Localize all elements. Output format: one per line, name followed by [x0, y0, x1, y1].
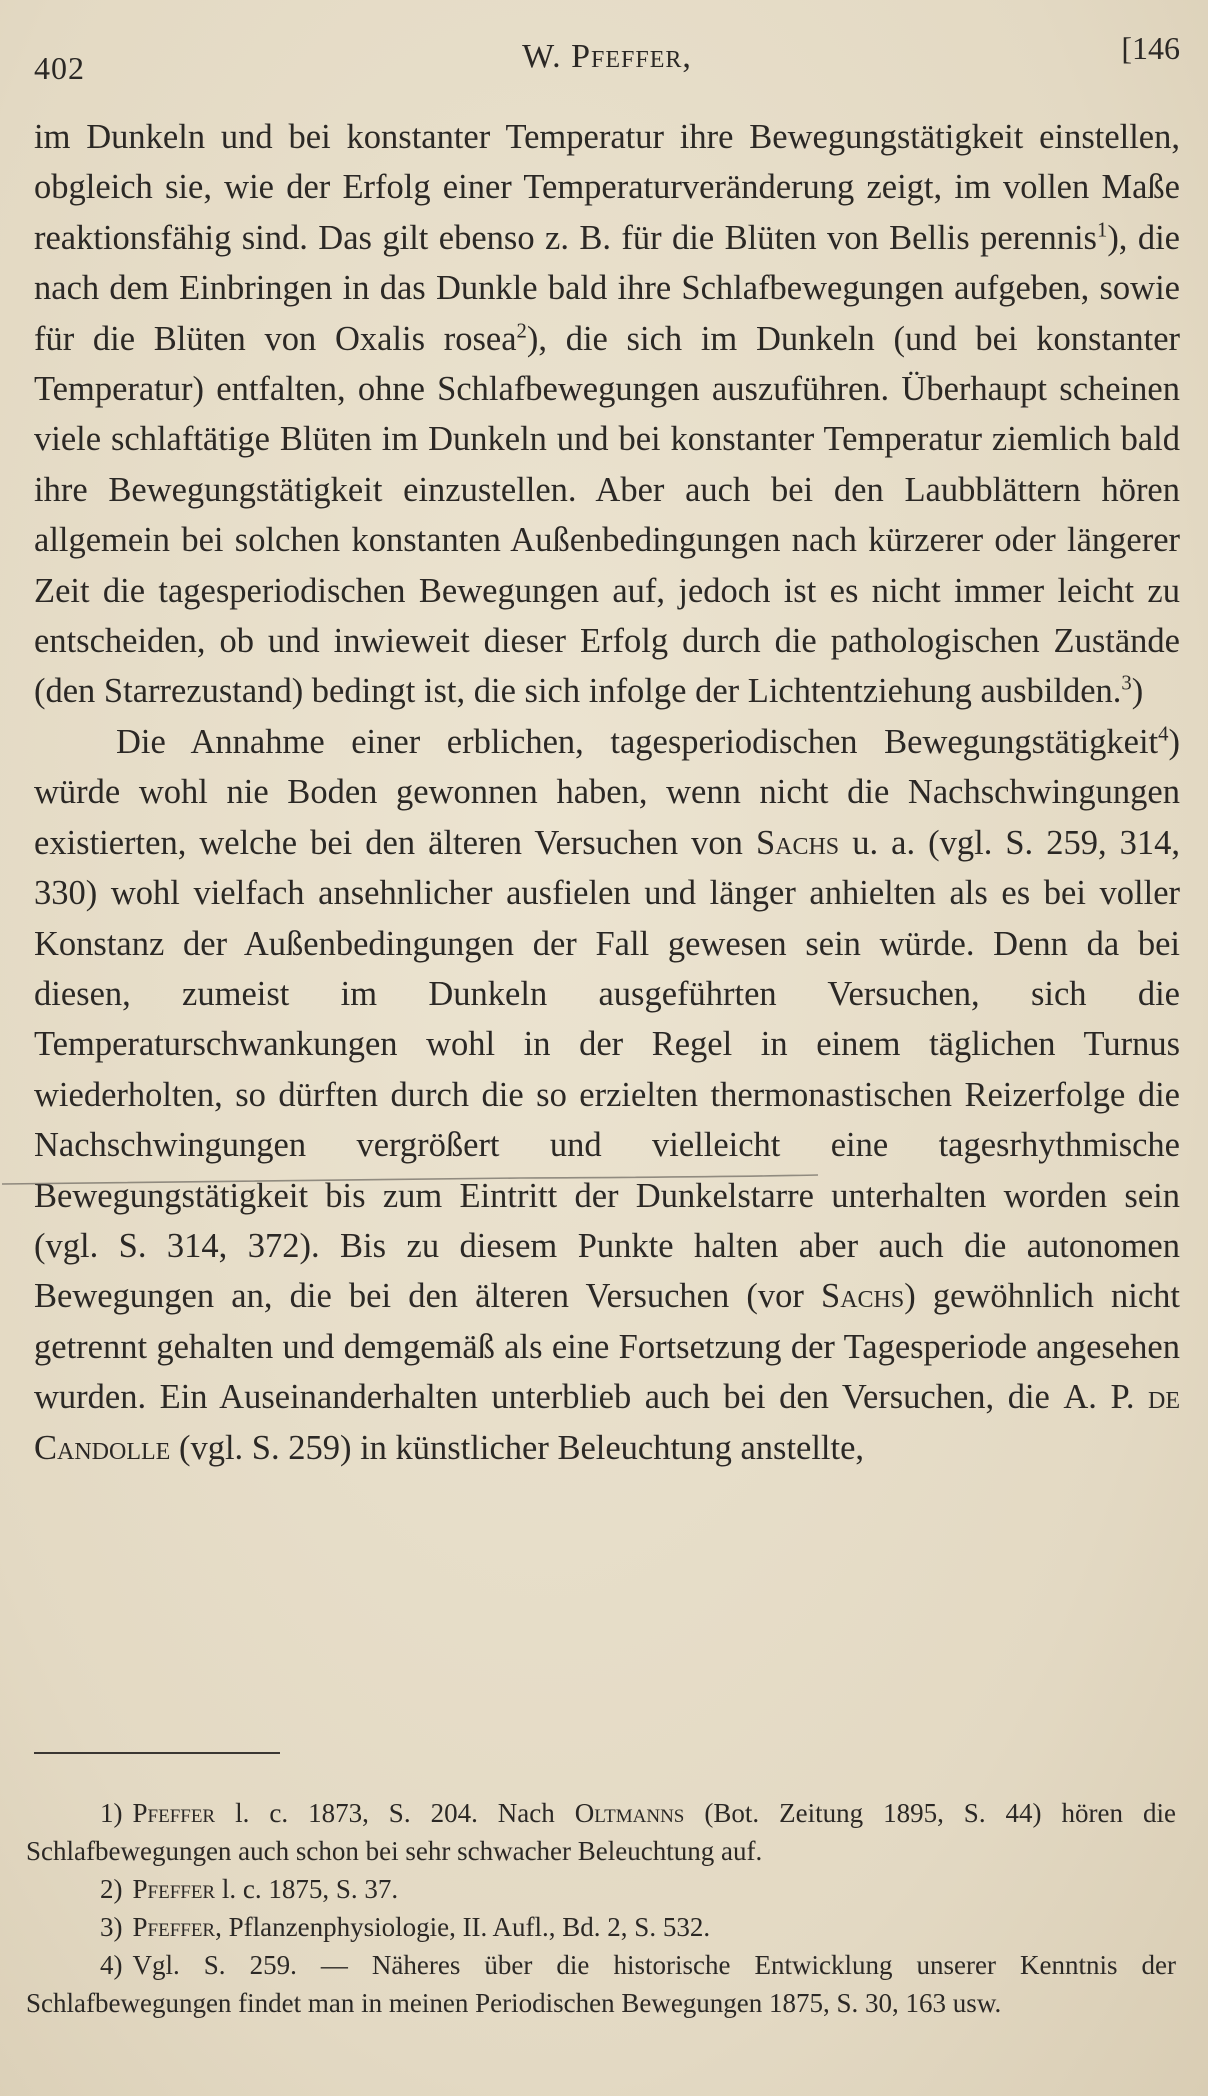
- page-number: 402: [34, 50, 85, 86]
- text-run: (Bot. Zeitung 1895, S. 44) hören die Schlafbewegungen auch schon bei sehr schwacher Beleuchtung auf.: [26, 1798, 1176, 1866]
- page-header: [34, 28, 1180, 88]
- footnote-number: 1): [100, 1798, 123, 1828]
- author-name-candolle: A. P. de Candolle: [34, 1378, 1180, 1467]
- text-run: im Dunkeln und bei konstanter Temperatur ihre Bewegungstätigkeit einstellen, obgleich sie, wie der Erfolg einer Temperaturveränderung zeigt, im vollen Maße reaktionsfähig sind. Das gilt ebenso z. B. für die Blüten von Bellis perennis: [34, 118, 1180, 257]
- body-text: [34, 112, 1180, 1473]
- text-run: l. c. 1875, S. 37.: [215, 1874, 399, 1904]
- text-run: ), die nach dem Einbringen in das Dunkle bald ihre Schlafbewegungen aufgeben, sowie für die Blüten von Oxalis rosea: [34, 218, 1180, 358]
- text-run: Die Annahme einer erblichen, tagesperiodischen Bewegungstätigkeit: [116, 722, 1159, 761]
- running-title: W. Pfeffer,: [522, 38, 692, 75]
- text-run: ), die sich im Dunkeln (und bei konstanter Temperatur) entfalten, ohne Schlafbewegungen auszuführen. Überhaupt scheinen viele schlaftätige Blüten im Dunkeln und bei konstanter Temperatur ziemlich bald ihre Bewegungstätigkeit einzustellen. Aber auch bei den Laubblättern hören allgemein bei solchen konstanten Außenbedingungen nach kürzerer oder längerer Zeit die tagesperiodischen Bewegungen auf, jedoch ist es nicht immer leicht zu entscheiden, ob und inwieweit dieser Erfolg durch die pathologischen Zustände (den Starrezustand) bedingt ist, die sich infolge der Lichtentziehung ausbilden.: [34, 319, 1180, 711]
- author-name: Pfeffer: [132, 1874, 216, 1904]
- footnote-number: 3): [100, 1912, 123, 1942]
- text-run: l. c. 1873, S. 204. Nach: [215, 1798, 575, 1828]
- footnote-separator: [34, 1752, 280, 1754]
- text-run: ) gewöhnlich nicht getrennt gehalten und demgemäß als eine Fortsetzung der Tagesperiode angesehen wurden. Ein Auseinanderhalten unterblieb auch bei den Versuchen, die: [34, 1277, 1180, 1417]
- footnote-ref-4: 4: [1158, 723, 1169, 746]
- text-run: u. a. (vgl. S. 259, 314, 330) wohl vielfach ansehnlicher ausfielen und länger anhielten als es bei voller Konstanz der Außenbedingungen der Fall gewesen sein würde. Denn da bei diesen, zumeist im Dunkeln ausgeführten Versuchen, sich die Temperaturschwankungen wohl in der Regel in einem täglichen Turnus wiederholten, so dürften durch die so erzielten thermonastischen Reizerfolge die Nachschwingungen vergrößert und vielleicht eine tagesrhythmische Bewegungstätigkeit bis zum Eintritt der Dunkelstarre unterhalten worden sein (vgl. S. 314, 372). Bis zu diesem Punkte halten aber auch die autonomen Bewegungen an, die bei den älteren Versuchen (vor: [34, 823, 1181, 1316]
- author-name: Pfeffer: [132, 1798, 216, 1828]
- original-page-marker: [146: [1121, 30, 1180, 66]
- footnote-number: 2): [100, 1874, 123, 1904]
- footnotes: [26, 1794, 1176, 2022]
- text-run: (vgl. S. 259) in künstlicher Beleuchtung anstellte,: [170, 1428, 865, 1467]
- footnote-ref-1: 1: [1096, 219, 1108, 242]
- paragraph-2: [34, 717, 1180, 1473]
- footnote-1: [26, 1794, 1176, 1870]
- paragraph-1: [34, 112, 1180, 717]
- footnote-2: [26, 1870, 1176, 1908]
- footnote-number: 4): [100, 1950, 123, 1980]
- author-name: Pfeffer: [132, 1912, 216, 1942]
- footnote-3: [26, 1908, 1176, 1946]
- pencil-underline-mark: [0, 1172, 820, 1188]
- footnote-4: [26, 1946, 1176, 2022]
- author-name: Oltmanns: [574, 1798, 685, 1828]
- text-run: ): [1131, 672, 1144, 711]
- text-run: Vgl. S. 259. — Näheres über die historische Entwicklung unserer Kenntnis der Schlafbewegungen findet man in meinen Periodischen Bewegungen 1875, S. 30, 163 usw.: [26, 1950, 1176, 2018]
- footnote-ref-2: 2: [516, 320, 527, 343]
- author-name-sachs: Sachs: [821, 1277, 905, 1316]
- text-run: , Pflanzenphysiologie, II. Aufl., Bd. 2, S. 532.: [215, 1912, 711, 1942]
- text-run: ) würde wohl nie Boden gewonnen haben, wenn nicht die Nachschwingungen existierten, welche bei den älteren Versuchen von: [34, 722, 1180, 862]
- author-name-sachs: Sachs: [755, 823, 840, 862]
- footnote-ref-3: 3: [1121, 673, 1132, 696]
